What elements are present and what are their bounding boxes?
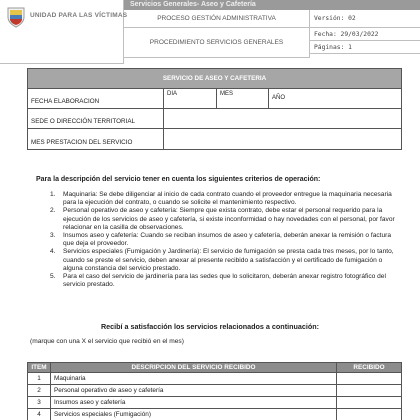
fecha-row <box>28 89 401 109</box>
description-cell: Insumos aseo y cafetería <box>51 397 337 409</box>
table-row <box>28 373 402 385</box>
item-number: 1. <box>50 191 56 198</box>
service-table-title: SERVICIO DE ASEO Y CAFETERIA <box>28 69 401 89</box>
received-cell[interactable] <box>337 385 402 397</box>
version-label: Versión: 02 <box>310 10 420 28</box>
description-column-header: DESCRIPCION DEL SERVICIO RECIBIDO <box>51 363 337 373</box>
divider <box>163 129 164 149</box>
received-column-header: RECIBIDO <box>337 363 402 373</box>
table-row <box>28 397 402 409</box>
received-title: Recibí a satisfacción los servicios relacionados a continuación: <box>100 322 320 331</box>
divider <box>163 109 164 128</box>
criteria-list <box>50 191 400 289</box>
list-item <box>50 191 400 207</box>
item-number-cell: 1 <box>28 373 51 385</box>
item-number-cell: 2 <box>28 385 51 397</box>
table-row <box>28 409 402 420</box>
item-number-cell: 4 <box>28 409 51 420</box>
sede-label: SEDE O DIRECCIÓN TERRITORIAL <box>31 118 136 125</box>
items-table <box>27 362 402 420</box>
received-cell[interactable] <box>337 397 402 409</box>
description-cell: Maquinaria <box>51 373 337 385</box>
description-cell: Servicios especiales (Fumigación) <box>51 409 337 420</box>
mes-prestacion-label: MES PRESTACION DEL SERVICIO <box>31 139 133 146</box>
divider <box>216 89 217 108</box>
received-cell[interactable] <box>337 373 402 385</box>
coat-of-arms-icon <box>6 6 26 28</box>
dia-label: DIA <box>167 91 178 97</box>
sede-row <box>28 109 401 129</box>
list-item <box>50 232 400 248</box>
item-text: Maquinaria: Se debe diligenciar al inicio de cada contrato cuando el proveedor entregue la maquinaria necesaria para la ejecución del contrato, o cuando se solicite el mantenimiento respectivo. <box>63 191 392 207</box>
list-item <box>50 248 400 273</box>
logo-text: UNIDAD PARA LAS VÍCTIMAS <box>30 12 128 19</box>
description-cell: Personal operativo de aseo y cafetería <box>51 385 337 397</box>
ano-label: AÑO <box>272 95 286 101</box>
logo-area <box>0 0 128 64</box>
date-label: Fecha: 29/03/2022 <box>310 28 420 41</box>
item-number: 5. <box>50 273 56 281</box>
table-row <box>28 385 402 397</box>
pages-label: Páginas: 1 <box>310 41 420 54</box>
item-number-cell: 3 <box>28 397 51 409</box>
list-item <box>50 273 400 289</box>
mes-label: MES <box>220 91 234 97</box>
service-table <box>27 68 402 150</box>
divider <box>268 89 269 108</box>
item-text: Personal operativo de aseo y cafetería: Siempre que exista contrato, debe estar el personal requerido para la ejecución de los servicios de aseo y cafetería, si existe inconformidad o hay novedades con el personal, por favor relacionar en la casilla de observaciones. <box>63 207 395 231</box>
item-number: 3. <box>50 232 56 240</box>
list-item <box>50 207 400 232</box>
divider <box>163 89 164 108</box>
document-header <box>0 0 420 64</box>
process-title: PROCESO GESTIÓN ADMINISTRATIVA <box>124 10 310 28</box>
table-header-row <box>28 363 402 373</box>
item-number: 2. <box>50 207 56 215</box>
item-column-header: ITEM <box>28 363 51 373</box>
item-text: Servicios especiales (Fumigación y Jardinería): El servicio de fumigación se presta cada tres meses, por lo tanto, cuando se preste el servicio, deben anexar al presente recibido a satisfacción y el certificado de fumigación o alguna constancia del servicio prestado. <box>63 248 394 272</box>
mes-row <box>28 129 401 149</box>
header-banner: Servicios Generales- Aseo y Cafetería <box>124 0 420 10</box>
fecha-label: FECHA ELABORACION <box>31 98 100 105</box>
item-text: Insumos aseo y cafetería: Cuando se reciban insumos de aseo y cafetería, deberán anexar la remisión o factura que deja el proveedor. <box>63 232 392 248</box>
item-text: Para el caso del servicio de jardinería para las sedes que lo solicitaron, deberán anexar registro fotográfico del servicio prestado. <box>63 273 386 289</box>
mark-note: (marque con una X el servicio que recibió en el mes) <box>30 338 184 345</box>
received-cell[interactable] <box>337 409 402 420</box>
criteria-intro: Para la descripción del servicio tener en cuenta los siguientes criterios de operación: <box>36 176 321 183</box>
procedure-title: PROCEDIMIENTO SERVICIOS GENERALES <box>124 28 310 58</box>
item-number: 4. <box>50 248 56 256</box>
